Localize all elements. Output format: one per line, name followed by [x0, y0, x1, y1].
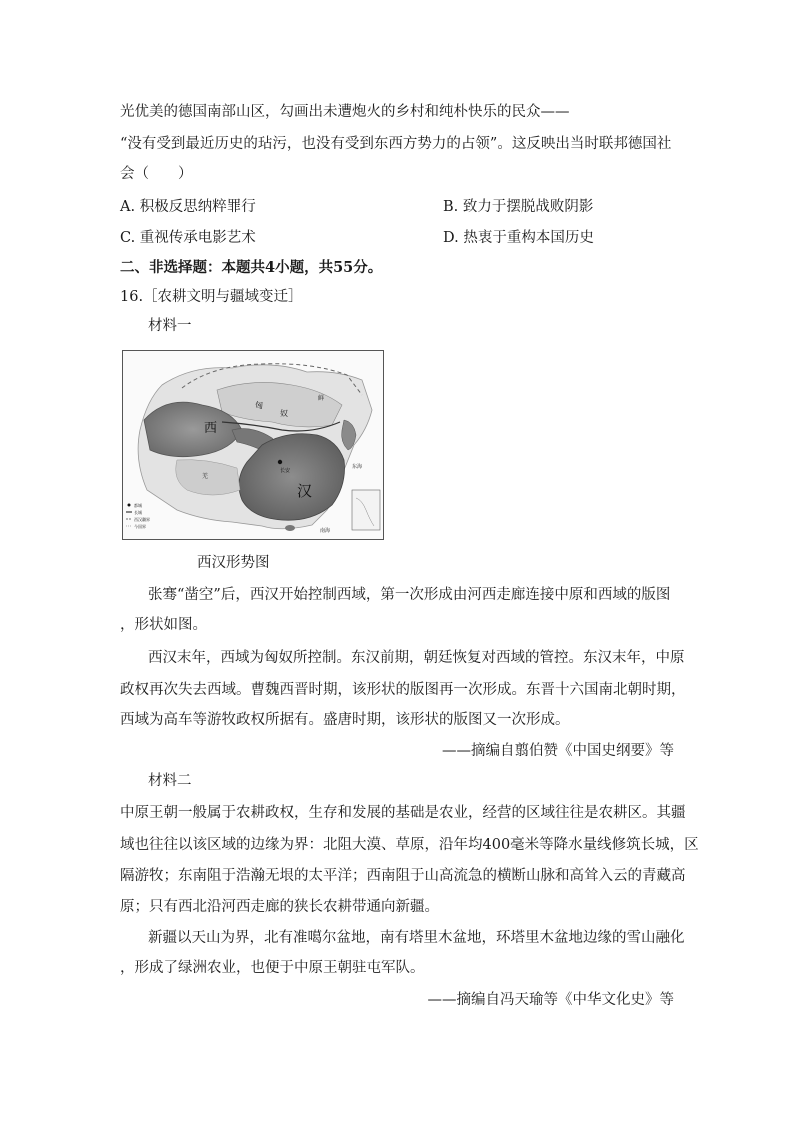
label-nanhai: 南海 [320, 528, 331, 534]
material-2-paragraph-1-line-4: 原；只有西北沿河西走廊的狭长农耕带通向新疆。 [120, 899, 439, 915]
material-1-paragraph-2-line-2: 政权再次失去西域。曹魏西晋时期，该形状的版图再一次形成。东晋十六国南北朝时期， [120, 682, 686, 698]
question-text-line-2: “没有受到最近历史的玷污，也没有受到东西方势力的占领”。这反映出当时联邦德国社 [120, 136, 672, 152]
material-1-paragraph-2-line-3: 西域为高车等游牧政权所据有。盛唐时期，该形状的版图又一次形成。 [120, 712, 570, 728]
option-letter: D. [443, 230, 459, 246]
option-text: 重视传承电影艺术 [139, 230, 256, 246]
material-2-paragraph-1-line-1: 中原王朝一般属于农耕政权，生存和发展的基础是农业，经营的区域往往是农耕区。其疆 [120, 805, 686, 821]
legend-wall: 长城 [134, 510, 142, 515]
western-han-map [122, 350, 384, 540]
capital-marker [278, 460, 282, 464]
material-1-source: ——摘编自翦伯赞《中国史纲要》等 [442, 743, 674, 759]
option-a[interactable] [120, 197, 256, 217]
question-16-title: 16.［农耕文明与疆域变迁］ [120, 289, 303, 305]
option-text: 热衷于重构本国历史 [463, 230, 594, 246]
option-letter: A. [120, 199, 136, 215]
label-qiang: 羌 [202, 473, 209, 480]
legend-capital: 都城 [134, 503, 142, 508]
hainan-island [285, 525, 295, 531]
section-heading: 二、非选择题：本题共4小题，共55分。 [120, 259, 383, 276]
legend-border: 西汉疆界 [134, 517, 150, 522]
label-xiongnu-b: 奴 [280, 409, 288, 418]
label-changan: 长安 [280, 468, 291, 474]
legend-capital-symbol [128, 504, 131, 507]
option-text: 致力于摆脱战败阴影 [462, 199, 594, 215]
label-xi: 西 [204, 421, 218, 436]
material-2-paragraph-1-line-3: 隔游牧；东南阻于浩瀚无垠的太平洋；西南阻于山高流急的横断山脉和高耸入云的青藏高 [120, 868, 686, 884]
question-text-line-1: 光优美的德国南部山区，勾画出未遭炮火的乡村和纯朴快乐的民众—— [120, 104, 570, 120]
legend-modern-border: 今国界 [134, 524, 146, 529]
material-2-paragraph-1-line-2: 域也往往以该区域的边缘为界：北阻大漠、草原，沿年均400毫米等降水量线修筑长城，区 [120, 837, 699, 853]
material-2-paragraph-2-line-1: 新疆以天山为界，北有准噶尔盆地，南有塔里木盆地，环塔里木盆地边缘的雪山融化 [148, 930, 685, 946]
label-donghai: 东海 [352, 464, 363, 470]
map-caption: 西汉形势图 [197, 555, 270, 571]
material-2-paragraph-2-line-2: ，形成了绿洲农业，也便于中原王朝驻屯军队。 [120, 960, 425, 976]
option-c[interactable] [120, 228, 256, 248]
option-text: 积极反思纳粹罪行 [139, 199, 256, 215]
question-text-line-3: 会（ ） [120, 166, 193, 182]
label-xianbei: 鲜 [318, 395, 325, 402]
material-1-paragraph-1-line-2: ，形状如图。 [120, 617, 207, 633]
option-letter: B. [443, 199, 459, 215]
label-han: 汉 [297, 482, 313, 500]
material-1-paragraph-1-line-1: 张骞“凿空”后，西汉开始控制西域，第一次形成由河西走廊连接中原和西域的版图 [148, 587, 671, 603]
option-d[interactable] [443, 228, 594, 248]
option-letter: C. [120, 230, 136, 246]
material-2-label: 材料二 [148, 773, 192, 789]
material-1-paragraph-2-line-1: 西汉末年，西域为匈奴所控制。东汉前期，朝廷恢复对西域的管控。东汉末年，中原 [148, 650, 685, 666]
material-2-source: ——摘编自冯天瑜等《中华文化史》等 [427, 992, 674, 1008]
option-b[interactable] [443, 197, 593, 217]
material-1-label: 材料一 [148, 318, 192, 334]
label-xiongnu-a: 匈 [255, 401, 263, 410]
